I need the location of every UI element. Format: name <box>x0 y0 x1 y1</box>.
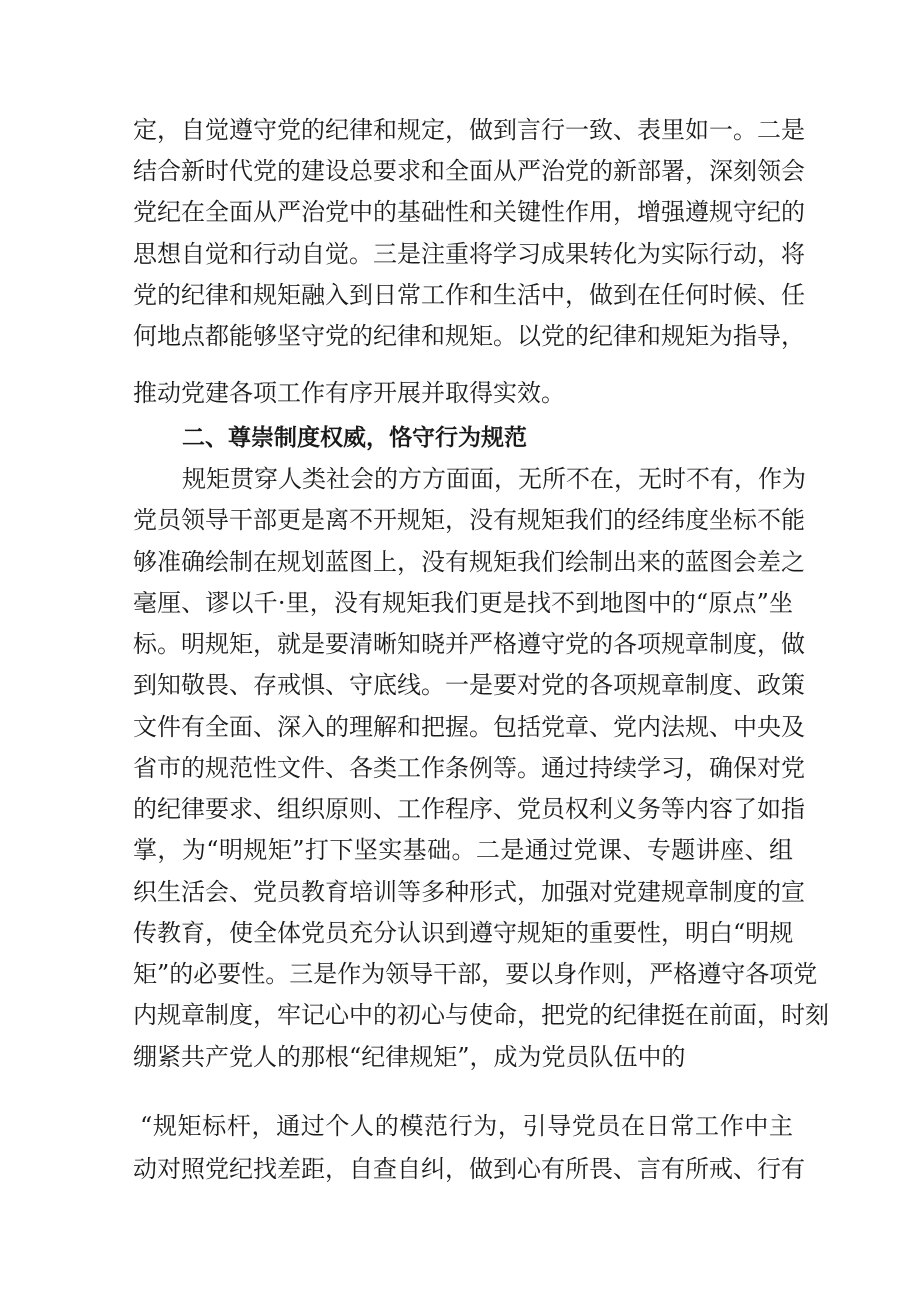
paragraph-line: 的纪律要求、组织原则、工作程序、党员权利义务等内容了如指 <box>133 795 805 823</box>
paragraph-line: 党的纪律和规矩融入到日常工作和生活中，做到在任何时候、任 <box>133 281 805 309</box>
paragraph-line: 何地点都能够坚守党的纪律和规矩。以党的纪律和规矩为指导， <box>133 322 805 350</box>
paragraph-line: 标。明规矩，就是要清晰知晓并严格遵守党的各项规章制度，做 <box>133 630 805 658</box>
paragraph-line: 动对照党纪找差距，自查自纠，做到心有所畏、言有所戒、行有 <box>133 1155 805 1183</box>
paragraph-line: 织生活会、党员教育培训等多种形式，加强对党建规章制度的宣 <box>133 878 805 906</box>
paragraph-line: 推动党建各项工作有序开展并取得实效。 <box>133 379 565 407</box>
paragraph-line: 党员领导干部更是离不开规矩，没有规矩我们的经纬度坐标不能 <box>133 506 805 534</box>
paragraph-line: 掌，为“明规矩”打下坚实基础。二是通过党课、专题讲座、组 <box>133 836 793 864</box>
paragraph-line: 够准确绘制在规划蓝图上，没有规矩我们绘制出来的蓝图会差之 <box>133 548 805 576</box>
paragraph-line: 内规章制度，牢记心中的初心与使命，把党的纪律挺在前面，时刻 <box>133 1001 829 1029</box>
paragraph-line: “规矩标杆，通过个人的模范行为，引导党员在日常工作中主 <box>140 1112 793 1140</box>
paragraph-line: 省市的规范性文件、各类工作条例等。通过持续学习，确保对党 <box>133 754 805 782</box>
paragraph-line: 文件有全面、深入的理解和把握。包括党章、党内法规、中央及 <box>133 713 805 741</box>
paragraph-line: 毫厘、谬以千·里，没有规矩我们更是找不到地图中的“原点”坐 <box>133 589 793 617</box>
section-heading: 二、尊崇制度权威，恪守行为规范 <box>182 425 527 451</box>
paragraph-line: 绷紧共产党人的那根“纪律规矩”，成为党员队伍中的 <box>133 1043 686 1071</box>
paragraph-line: 结合新时代党的建设总要求和全面从严治党的新部署，深刻领会 <box>133 157 805 185</box>
paragraph-line: 规矩贯穿人类社会的方方面面，无所不在，无时不有，作为 <box>182 465 806 493</box>
paragraph-line: 思想自觉和行动自觉。三是注重将学习成果转化为实际行动，将 <box>133 240 805 268</box>
paragraph-line: 矩”的必要性。三是作为领导干部，要以身作则，严格遵守各项党 <box>133 960 818 988</box>
paragraph-line: 定，自觉遵守党的纪律和规定，做到言行一致、表里如一。二是 <box>133 116 805 144</box>
paragraph-line: 传教育，使全体党员充分认识到遵守规矩的重要性，明白“明规 <box>133 919 794 947</box>
paragraph-line: 党纪在全面从严治党中的基础性和关键性作用，增强遵规守纪的 <box>133 198 805 226</box>
paragraph-line: 到知敬畏、存戒惧、守底线。一是要对党的各项规章制度、政策 <box>133 671 805 699</box>
